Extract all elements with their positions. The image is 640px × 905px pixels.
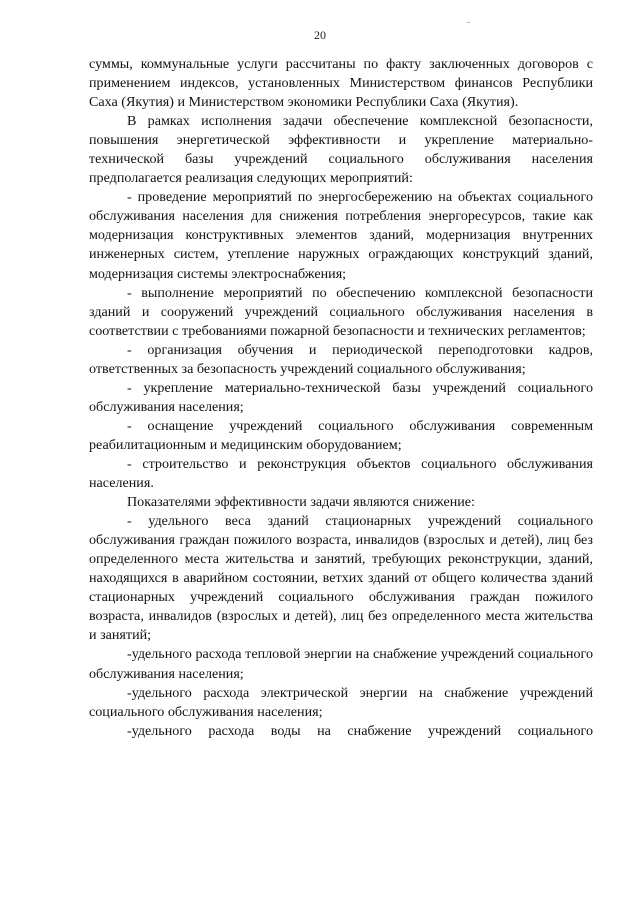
paragraph-1: суммы, коммунальные услуги рассчитаны по факту заключенных договоров с применением индексов, установленных Министерством финансов Республики Саха (Якутия) и Министерством экономики Республики Саха (Якутия). bbox=[89, 56, 593, 111]
paragraph-4: - выполнение мероприятий по обеспечению комплексной безопасности зданий и сооружений учреждений социального обслуживания населения в соответствии с требованиями пожарной безопасности и технических регламентов; bbox=[89, 284, 593, 339]
paragraph-11: -удельного расхода тепловой энергии на снабжение учреждений социального обслуживания населения; bbox=[89, 646, 593, 682]
paragraph-9: Показателями эффективности задачи являются снижение: bbox=[127, 494, 475, 511]
paragraph-2: В рамках исполнения задачи обеспечение комплексной безопасности, повышения энергетической эффективности и укрепление материально-технической базы учреждений социального обслуживания населения предполагается реализация следующих мероприятий: bbox=[89, 113, 593, 187]
paragraph-7: - оснащение учреждений социального обслуживания современным реабилитационным и медицинским оборудованием; bbox=[89, 417, 593, 453]
paragraph-5: - организация обучения и периодической переподготовки кадров, ответственных за безопасность учреждений социального обслуживания; bbox=[89, 341, 593, 377]
paragraph-3: - проведение мероприятий по энергосбережению на объектах социального обслуживания населения для снижения потребления энергоресурсов, такие как модернизация конструктивных элементов зданий, модернизация внутренних инженерных систем, утепление наружных ограждающих конструкций зданий, модернизация системы электроснабжения; bbox=[89, 189, 593, 282]
paragraph-10: - удельного веса зданий стационарных учреждений социального обслуживания граждан пожилого возраста, инвалидов (взрослых и детей), лиц без определенного места жительства и занятий, требующих реконструкции, зданий, находящихся в аварийном состоянии, ветхих зданий от общего количества зданий стационарных учреждений социального обслуживания граждан пожилого возраста, инвалидов (взрослых и детей), лиц без определенного места жительства и занятий; bbox=[89, 513, 593, 644]
scan-speck bbox=[467, 22, 470, 23]
page-number: 20 bbox=[314, 28, 326, 42]
paragraph-12: -удельного расхода электрической энергии на снабжение учреждений социального обслуживания населения; bbox=[89, 684, 593, 720]
paragraph-8: - строительство и реконструкция объектов социального обслуживания населения. bbox=[89, 455, 593, 492]
document-body bbox=[89, 55, 593, 741]
paragraph-13: -удельного расхода воды на снабжение учреждений социального bbox=[127, 722, 593, 739]
paragraph-6: - укрепление материально-технической базы учреждений социального обслуживания населения; bbox=[89, 379, 593, 415]
